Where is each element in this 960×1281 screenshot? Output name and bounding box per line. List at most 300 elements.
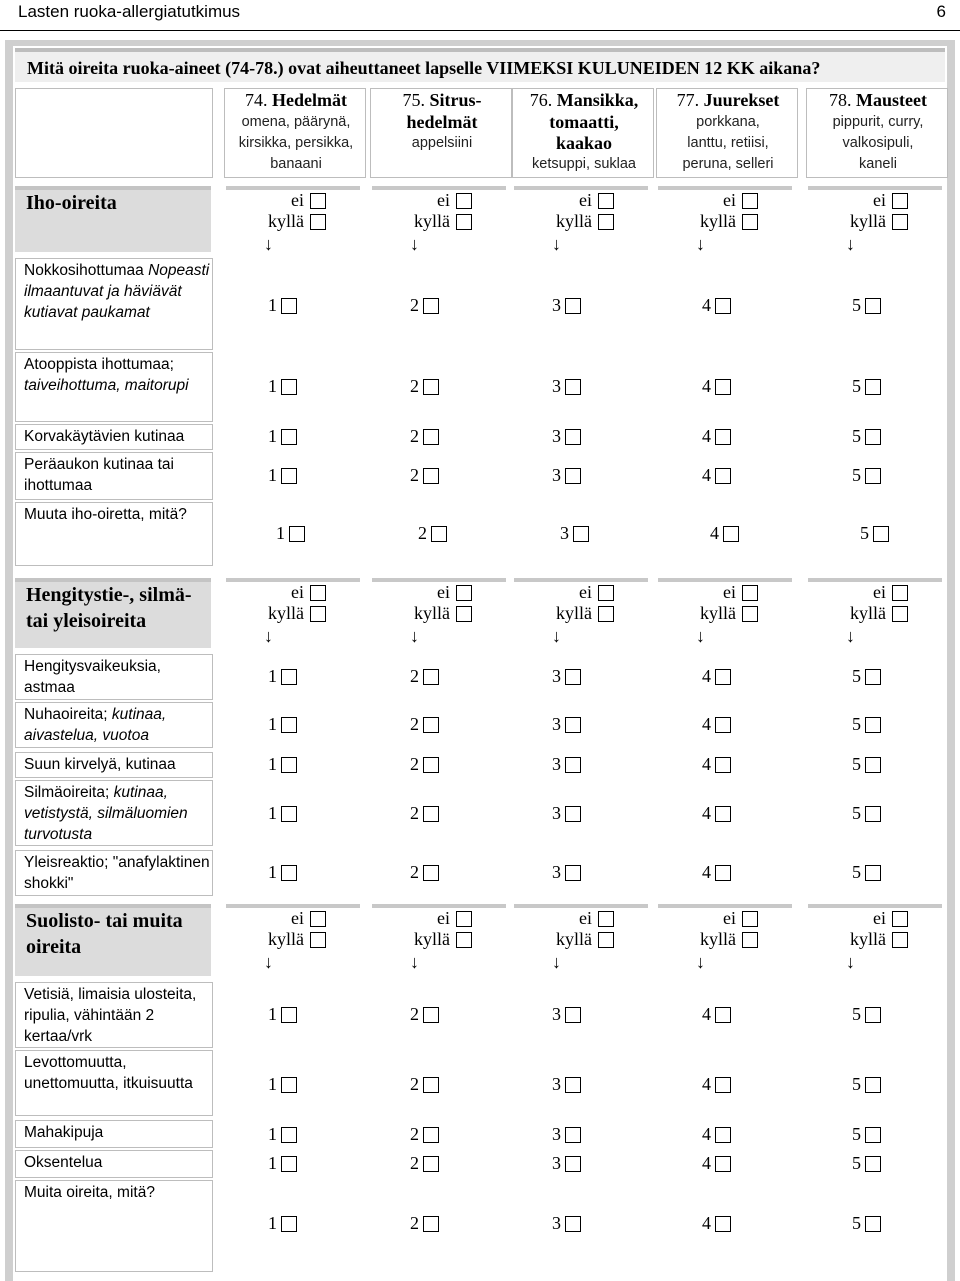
severity-option-1[interactable] <box>268 1124 297 1145</box>
severity-option-5[interactable] <box>852 1124 881 1145</box>
option-number: 3 <box>552 862 561 882</box>
option-number: 3 <box>552 426 561 446</box>
no-label: ei <box>291 908 304 928</box>
option-number: 4 <box>702 803 711 823</box>
option-number: 5 <box>852 714 861 734</box>
symptom-label <box>24 1052 210 1094</box>
severity-option-2[interactable] <box>418 523 447 544</box>
option-checkbox[interactable] <box>715 429 731 445</box>
option-number: 5 <box>852 1124 861 1144</box>
option-number: 5 <box>852 1213 861 1233</box>
section-title: Suolisto- tai muita oireita <box>26 910 183 958</box>
option-number: 1 <box>268 1213 277 1233</box>
severity-option-2[interactable] <box>410 1213 439 1234</box>
option-checkbox[interactable] <box>281 1007 297 1023</box>
severity-option-4[interactable] <box>702 295 731 316</box>
no-yes-choice <box>246 908 326 972</box>
option-checkbox[interactable] <box>715 806 731 822</box>
symptom-text: Muita oireita, mitä? <box>24 1184 155 1201</box>
no-checkbox[interactable] <box>598 585 614 601</box>
severity-option-2[interactable] <box>410 1124 439 1145</box>
severity-option-1[interactable] <box>268 754 297 775</box>
option-number: 1 <box>268 426 277 446</box>
option-checkbox[interactable] <box>565 1077 581 1093</box>
no-checkbox[interactable] <box>456 193 472 209</box>
option-checkbox[interactable] <box>865 379 881 395</box>
option-checkbox[interactable] <box>281 1156 297 1172</box>
yes-label: kyllä <box>556 603 592 623</box>
option-checkbox[interactable] <box>431 526 447 542</box>
option-checkbox[interactable] <box>715 1007 731 1023</box>
option-checkbox[interactable] <box>281 865 297 881</box>
option-number: 1 <box>268 862 277 882</box>
option-checkbox[interactable] <box>423 1077 439 1093</box>
yes-checkbox[interactable] <box>456 214 472 230</box>
option-checkbox[interactable] <box>715 1216 731 1232</box>
option-checkbox[interactable] <box>565 379 581 395</box>
option-checkbox[interactable] <box>565 1127 581 1143</box>
column-title-cont: kaakao <box>555 133 613 153</box>
symptom-label <box>24 852 210 894</box>
column-header-cell <box>656 88 798 178</box>
severity-option-2[interactable] <box>410 295 439 316</box>
option-checkbox[interactable] <box>281 1127 297 1143</box>
no-checkbox[interactable] <box>598 193 614 209</box>
symptom-detail: Nopeasti ilmaantuvat ja häviävät kutiavat paukamat <box>24 262 210 321</box>
severity-option-1[interactable] <box>268 1213 297 1234</box>
option-checkbox[interactable] <box>281 379 297 395</box>
option-number: 2 <box>410 666 419 686</box>
no-label: ei <box>873 190 886 210</box>
option-number: 2 <box>410 376 419 396</box>
yes-label: kyllä <box>268 929 304 949</box>
column-number: 78. <box>829 90 856 110</box>
option-checkbox[interactable] <box>865 806 881 822</box>
down-arrow-icon: ↓ <box>696 952 705 972</box>
option-number: 1 <box>268 803 277 823</box>
option-number: 4 <box>702 666 711 686</box>
option-checkbox[interactable] <box>865 717 881 733</box>
option-checkbox[interactable] <box>565 1007 581 1023</box>
severity-option-4[interactable] <box>702 803 731 824</box>
severity-option-1[interactable] <box>268 465 297 486</box>
severity-option-5[interactable] <box>852 376 881 397</box>
yes-label: kyllä <box>850 603 886 623</box>
no-yes-choice <box>828 582 908 646</box>
option-number: 3 <box>552 1153 561 1173</box>
option-checkbox[interactable] <box>715 1156 731 1172</box>
option-checkbox[interactable] <box>865 669 881 685</box>
symptom-text: Nokkosihottumaa <box>24 262 144 279</box>
option-checkbox[interactable] <box>423 429 439 445</box>
option-number: 4 <box>702 1213 711 1233</box>
option-checkbox[interactable] <box>715 865 731 881</box>
severity-option-3[interactable] <box>552 714 581 735</box>
no-yes-choice <box>534 190 614 254</box>
column-subtitle: ketsuppi, suklaa <box>532 156 636 172</box>
question-row <box>15 48 945 82</box>
severity-option-1[interactable] <box>268 376 297 397</box>
severity-option-3[interactable] <box>552 465 581 486</box>
severity-option-3[interactable] <box>552 1004 581 1025</box>
option-checkbox[interactable] <box>423 806 439 822</box>
option-number: 1 <box>268 1124 277 1144</box>
option-checkbox[interactable] <box>423 1216 439 1232</box>
option-checkbox[interactable] <box>423 379 439 395</box>
no-checkbox[interactable] <box>310 911 326 927</box>
option-checkbox[interactable] <box>423 1127 439 1143</box>
severity-option-3[interactable] <box>552 803 581 824</box>
symptom-label <box>24 1122 264 1143</box>
option-checkbox[interactable] <box>423 669 439 685</box>
column-title: Mansikka, <box>556 90 639 110</box>
severity-option-2[interactable] <box>410 376 439 397</box>
severity-option-3[interactable] <box>552 295 581 316</box>
down-arrow-icon: ↓ <box>410 952 419 972</box>
question-text: Mitä oireita ruoka-aineet (74-78.) ovat aiheuttaneet lapselle VIIMEKSI KULUNEIDEN 12 KK aikana? <box>27 58 821 78</box>
yes-checkbox[interactable] <box>742 214 758 230</box>
severity-option-1[interactable] <box>268 862 297 883</box>
option-number: 2 <box>410 465 419 485</box>
severity-option-1[interactable] <box>268 1004 297 1025</box>
no-yes-choice <box>534 582 614 646</box>
yes-checkbox[interactable] <box>742 932 758 948</box>
option-checkbox[interactable] <box>565 806 581 822</box>
column-number: 76. <box>529 90 557 110</box>
option-checkbox[interactable] <box>281 298 297 314</box>
yes-checkbox[interactable] <box>456 606 472 622</box>
severity-option-4[interactable] <box>702 376 731 397</box>
option-checkbox[interactable] <box>565 757 581 773</box>
option-checkbox[interactable] <box>723 526 739 542</box>
severity-option-1[interactable] <box>268 714 297 735</box>
yes-checkbox[interactable] <box>598 932 614 948</box>
symptom-label <box>24 782 210 845</box>
yes-label: kyllä <box>850 211 886 231</box>
symptom-detail: kutinaa, vetistystä, silmäluomien turvotusta <box>24 784 188 843</box>
severity-option-4[interactable] <box>702 1213 731 1234</box>
option-checkbox[interactable] <box>715 717 731 733</box>
severity-option-3[interactable] <box>552 1213 581 1234</box>
yes-label: kyllä <box>414 211 450 231</box>
severity-option-4[interactable] <box>702 666 731 687</box>
no-checkbox[interactable] <box>742 585 758 601</box>
option-checkbox[interactable] <box>565 298 581 314</box>
severity-option-2[interactable] <box>410 1074 439 1095</box>
column-number: 77. <box>676 90 704 110</box>
severity-option-4[interactable] <box>710 523 739 544</box>
option-checkbox[interactable] <box>565 1216 581 1232</box>
no-checkbox[interactable] <box>742 193 758 209</box>
symptom-text: Suun kirvelyä, kutinaa <box>24 756 176 773</box>
severity-option-1[interactable] <box>268 1153 297 1174</box>
option-checkbox[interactable] <box>289 526 305 542</box>
no-yes-choice <box>678 582 758 646</box>
symptom-text: Hengitysvaikeuksia, astmaa <box>24 658 161 696</box>
column-header-cell <box>224 88 366 178</box>
option-checkbox[interactable] <box>865 298 881 314</box>
option-checkbox[interactable] <box>565 468 581 484</box>
option-number: 3 <box>552 803 561 823</box>
symptom-text: Muuta iho-oiretta, mitä? <box>24 506 187 523</box>
severity-option-5[interactable] <box>852 1004 881 1025</box>
symptom-label <box>24 1182 210 1203</box>
option-checkbox[interactable] <box>715 669 731 685</box>
no-yes-choice <box>392 190 472 254</box>
severity-option-4[interactable] <box>702 862 731 883</box>
no-checkbox[interactable] <box>892 585 908 601</box>
severity-option-5[interactable] <box>852 862 881 883</box>
no-yes-choice <box>392 908 472 972</box>
severity-option-4[interactable] <box>702 714 731 735</box>
option-checkbox[interactable] <box>281 468 297 484</box>
option-number: 3 <box>552 1004 561 1024</box>
yes-checkbox[interactable] <box>310 606 326 622</box>
severity-option-4[interactable] <box>702 465 731 486</box>
yes-checkbox[interactable] <box>892 214 908 230</box>
no-label: ei <box>291 190 304 210</box>
no-label: ei <box>873 582 886 602</box>
yes-checkbox[interactable] <box>310 932 326 948</box>
symptom-label <box>24 704 210 746</box>
severity-option-3[interactable] <box>552 666 581 687</box>
severity-option-2[interactable] <box>410 666 439 687</box>
severity-option-1[interactable] <box>276 523 305 544</box>
severity-option-5[interactable] <box>852 714 881 735</box>
severity-option-2[interactable] <box>410 426 439 447</box>
yes-checkbox[interactable] <box>742 606 758 622</box>
option-number: 3 <box>560 523 569 543</box>
option-checkbox[interactable] <box>565 717 581 733</box>
option-checkbox[interactable] <box>423 1007 439 1023</box>
option-checkbox[interactable] <box>565 669 581 685</box>
severity-option-5[interactable] <box>852 754 881 775</box>
symptom-label <box>24 504 210 525</box>
section-title: Iho-oireita <box>26 192 117 214</box>
severity-option-2[interactable] <box>410 714 439 735</box>
symptom-text: Mahakipuja <box>24 1124 104 1141</box>
option-checkbox[interactable] <box>565 1156 581 1172</box>
option-checkbox[interactable] <box>715 468 731 484</box>
no-checkbox[interactable] <box>742 911 758 927</box>
option-number: 2 <box>410 1074 419 1094</box>
option-checkbox[interactable] <box>281 1216 297 1232</box>
severity-option-5[interactable] <box>852 426 881 447</box>
no-checkbox[interactable] <box>892 911 908 927</box>
option-number: 1 <box>268 1004 277 1024</box>
severity-option-4[interactable] <box>702 1004 731 1025</box>
no-label: ei <box>437 582 450 602</box>
option-checkbox[interactable] <box>573 526 589 542</box>
severity-option-4[interactable] <box>702 426 731 447</box>
option-checkbox[interactable] <box>423 757 439 773</box>
column-title-cont: tomaatti, <box>549 112 619 132</box>
option-number: 4 <box>702 295 711 315</box>
severity-option-2[interactable] <box>410 862 439 883</box>
severity-option-2[interactable] <box>410 803 439 824</box>
severity-option-3[interactable] <box>552 1153 581 1174</box>
yes-label: kyllä <box>556 211 592 231</box>
option-checkbox[interactable] <box>715 1127 731 1143</box>
severity-option-5[interactable] <box>852 803 881 824</box>
column-subtitle: kirsikka, persikka, <box>238 135 354 151</box>
option-number: 3 <box>552 1213 561 1233</box>
option-checkbox[interactable] <box>423 865 439 881</box>
option-number: 4 <box>702 1153 711 1173</box>
option-checkbox[interactable] <box>865 1127 881 1143</box>
severity-option-1[interactable] <box>268 426 297 447</box>
symptom-label <box>24 260 210 323</box>
down-arrow-icon: ↓ <box>552 952 561 972</box>
severity-option-5[interactable] <box>852 666 881 687</box>
option-number: 1 <box>268 295 277 315</box>
yes-checkbox[interactable] <box>598 214 614 230</box>
yes-checkbox[interactable] <box>598 606 614 622</box>
no-checkbox[interactable] <box>456 585 472 601</box>
severity-option-1[interactable] <box>268 295 297 316</box>
option-number: 4 <box>710 523 719 543</box>
no-checkbox[interactable] <box>598 911 614 927</box>
severity-option-3[interactable] <box>552 376 581 397</box>
yes-label: kyllä <box>268 603 304 623</box>
severity-option-1[interactable] <box>268 666 297 687</box>
severity-option-5[interactable] <box>852 295 881 316</box>
yes-label: kyllä <box>700 929 736 949</box>
severity-option-3[interactable] <box>560 523 589 544</box>
option-checkbox[interactable] <box>281 806 297 822</box>
option-number: 5 <box>852 862 861 882</box>
severity-option-5[interactable] <box>852 1213 881 1234</box>
option-number: 5 <box>852 754 861 774</box>
severity-option-1[interactable] <box>268 1074 297 1095</box>
severity-option-5[interactable] <box>852 1153 881 1174</box>
option-checkbox[interactable] <box>423 717 439 733</box>
column-subtitle: lanttu, retiisi, <box>687 135 769 151</box>
option-checkbox[interactable] <box>865 865 881 881</box>
yes-checkbox[interactable] <box>310 214 326 230</box>
severity-option-4[interactable] <box>702 1124 731 1145</box>
symptom-detail: taiveihottuma, maitorupi <box>24 377 189 394</box>
option-checkbox[interactable] <box>281 1077 297 1093</box>
option-checkbox[interactable] <box>865 468 881 484</box>
option-checkbox[interactable] <box>565 865 581 881</box>
yes-checkbox[interactable] <box>892 606 908 622</box>
down-arrow-icon: ↓ <box>410 234 419 254</box>
no-label: ei <box>723 190 736 210</box>
column-title-cont: hedelmät <box>406 112 478 132</box>
option-checkbox[interactable] <box>715 379 731 395</box>
no-yes-choice <box>678 908 758 972</box>
severity-option-3[interactable] <box>552 862 581 883</box>
option-checkbox[interactable] <box>281 669 297 685</box>
option-checkbox[interactable] <box>281 757 297 773</box>
option-checkbox[interactable] <box>865 1007 881 1023</box>
no-checkbox[interactable] <box>310 193 326 209</box>
option-checkbox[interactable] <box>873 526 889 542</box>
severity-option-3[interactable] <box>552 426 581 447</box>
option-number: 4 <box>702 714 711 734</box>
option-number: 3 <box>552 465 561 485</box>
yes-label: kyllä <box>700 603 736 623</box>
severity-option-3[interactable] <box>552 1074 581 1095</box>
no-checkbox[interactable] <box>310 585 326 601</box>
yes-label: kyllä <box>556 929 592 949</box>
severity-option-2[interactable] <box>410 1153 439 1174</box>
option-checkbox[interactable] <box>281 429 297 445</box>
column-title: Sitrus- <box>429 90 482 110</box>
yes-checkbox[interactable] <box>892 932 908 948</box>
no-label: ei <box>291 582 304 602</box>
symptom-label <box>24 754 264 775</box>
no-checkbox[interactable] <box>456 911 472 927</box>
severity-option-5[interactable] <box>852 1074 881 1095</box>
option-checkbox[interactable] <box>865 757 881 773</box>
column-subtitle: kaneli <box>859 156 897 172</box>
severity-option-4[interactable] <box>702 754 731 775</box>
no-checkbox[interactable] <box>892 193 908 209</box>
severity-option-2[interactable] <box>410 1004 439 1025</box>
severity-option-2[interactable] <box>410 465 439 486</box>
option-checkbox[interactable] <box>423 1156 439 1172</box>
option-checkbox[interactable] <box>281 717 297 733</box>
no-yes-choice <box>828 908 908 972</box>
option-checkbox[interactable] <box>423 468 439 484</box>
option-checkbox[interactable] <box>865 1077 881 1093</box>
option-number: 3 <box>552 295 561 315</box>
option-checkbox[interactable] <box>715 1077 731 1093</box>
down-arrow-icon: ↓ <box>846 952 855 972</box>
symptom-label <box>24 984 210 1047</box>
severity-option-4[interactable] <box>702 1153 731 1174</box>
no-label: ei <box>437 908 450 928</box>
option-checkbox[interactable] <box>715 298 731 314</box>
option-number: 4 <box>702 1074 711 1094</box>
option-number: 5 <box>852 426 861 446</box>
yes-label: kyllä <box>414 603 450 623</box>
column-header-cell <box>512 88 654 178</box>
option-number: 3 <box>552 754 561 774</box>
option-checkbox[interactable] <box>423 298 439 314</box>
yes-label: kyllä <box>850 929 886 949</box>
option-number: 1 <box>268 1153 277 1173</box>
option-checkbox[interactable] <box>715 757 731 773</box>
down-arrow-icon: ↓ <box>552 626 561 646</box>
option-checkbox[interactable] <box>865 1156 881 1172</box>
symptom-label <box>24 656 210 698</box>
no-yes-choice <box>534 908 614 972</box>
severity-option-3[interactable] <box>552 1124 581 1145</box>
no-yes-choice <box>828 190 908 254</box>
no-label: ei <box>437 190 450 210</box>
option-checkbox[interactable] <box>565 429 581 445</box>
severity-option-1[interactable] <box>268 803 297 824</box>
option-number: 5 <box>852 376 861 396</box>
option-number: 1 <box>268 714 277 734</box>
yes-checkbox[interactable] <box>456 932 472 948</box>
severity-option-3[interactable] <box>552 754 581 775</box>
down-arrow-icon: ↓ <box>846 626 855 646</box>
option-number: 5 <box>852 1074 861 1094</box>
option-number: 1 <box>268 754 277 774</box>
option-checkbox[interactable] <box>865 1216 881 1232</box>
severity-option-5[interactable] <box>860 523 889 544</box>
option-number: 2 <box>410 803 419 823</box>
option-checkbox[interactable] <box>865 429 881 445</box>
severity-option-4[interactable] <box>702 1074 731 1095</box>
option-number: 4 <box>702 1004 711 1024</box>
severity-option-5[interactable] <box>852 465 881 486</box>
severity-option-2[interactable] <box>410 754 439 775</box>
